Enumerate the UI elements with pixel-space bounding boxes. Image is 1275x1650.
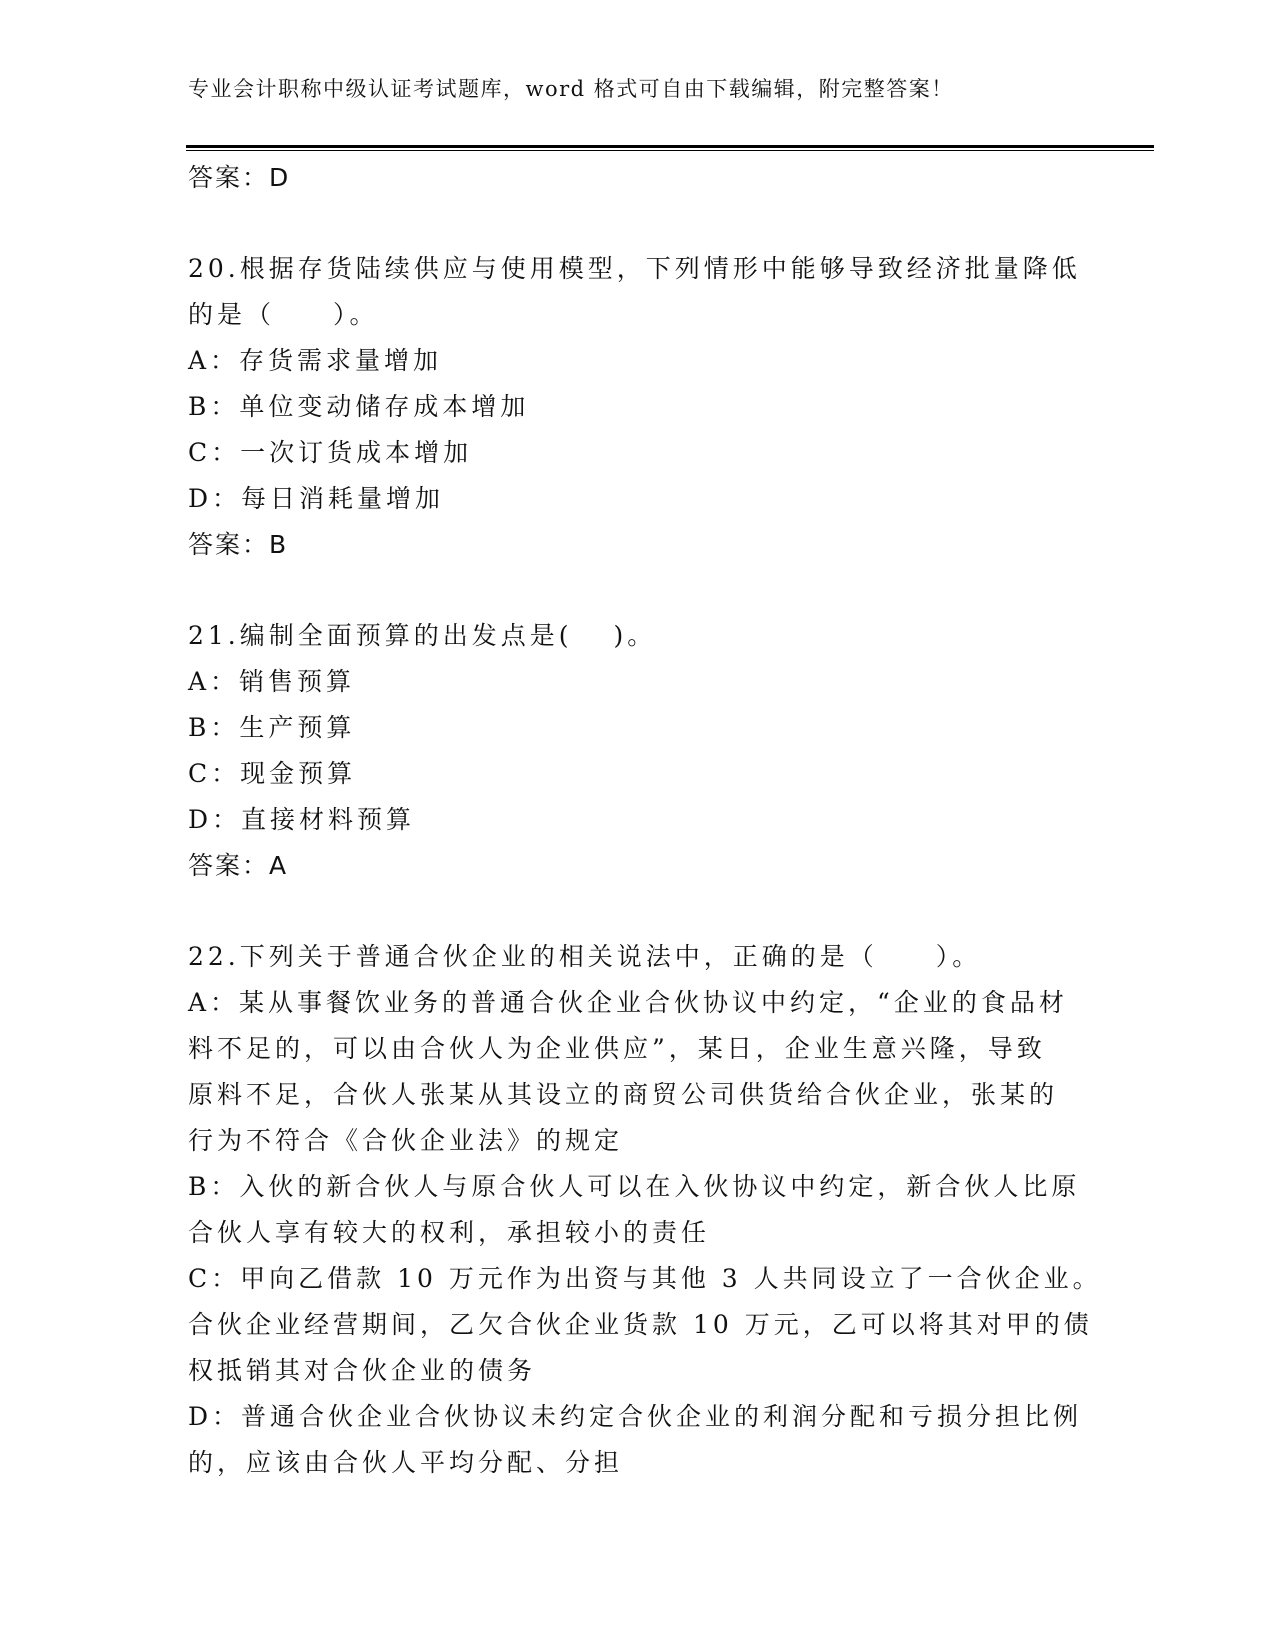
option-line: C：甲向乙借款 10 万元作为出资与其他 3 人共同设立了一合伙企业。 xyxy=(188,1264,1102,1293)
answer-line: 答案：D xyxy=(188,163,291,192)
option-d: D：直接材料预算 xyxy=(188,805,416,834)
page-header: 专业会计职称中级认证考试题库，word 格式可自由下载编辑，附完整答案！ xyxy=(188,77,954,101)
document-body xyxy=(188,155,1102,1486)
option-line: D：普通合伙企业合伙协议未约定合伙企业的利润分配和亏损分担比例 xyxy=(188,1402,1083,1431)
answer-line: 答案：A xyxy=(188,851,289,880)
option-line: A：某从事餐饮业务的普通合伙企业合伙协议中约定，“企业的食品材 xyxy=(188,988,1068,1017)
option-line: 合伙人享有较大的权利，承担较小的责任 xyxy=(188,1218,711,1247)
option-c: C：一次订货成本增加 xyxy=(188,438,473,467)
option-line: 权抵销其对合伙企业的债务 xyxy=(188,1356,537,1385)
option-b: B：生产预算 xyxy=(188,713,356,742)
question-stem-line: 20.根据存货陆续供应与使用模型，下列情形中能够导致经济批量降低 xyxy=(188,254,1081,283)
option-d: D：每日消耗量增加 xyxy=(188,484,445,513)
question-21 xyxy=(188,613,1088,889)
option-line: B：入伙的新合伙人与原合伙人可以在入伙协议中约定，新合伙人比原 xyxy=(188,1172,1081,1201)
option-line: 料不足的，可以由合伙人为企业供应”，某日，企业生意兴隆，导致 xyxy=(188,1034,1046,1063)
option-a: A：存货需求量增加 xyxy=(188,346,443,375)
header-rule-thick xyxy=(186,145,1154,148)
option-line: 行为不符合《合伙企业法》的规定 xyxy=(188,1126,624,1155)
question-stem-line: 的是（ ）。 xyxy=(188,300,379,329)
option-line: 合伙企业经营期间，乙欠合伙企业货款 10 万元，乙可以将其对甲的债 xyxy=(188,1310,1093,1339)
question-stem-line: 21.编制全面预算的出发点是( )。 xyxy=(188,621,657,650)
option-b: B：单位变动储存成本增加 xyxy=(188,392,530,421)
option-c: C：现金预算 xyxy=(188,759,357,788)
option-line: 的，应该由合伙人平均分配、分担 xyxy=(188,1448,624,1477)
option-line: 原料不足，合伙人张某从其设立的商贸公司供货给合伙企业，张某的 xyxy=(188,1080,1059,1109)
answer-line: 答案：B xyxy=(188,530,289,559)
header-rule-thin xyxy=(186,150,1154,151)
question-22 xyxy=(188,934,1102,1486)
question-stem-line: 22.下列关于普通合伙企业的相关说法中，正确的是（ ）。 xyxy=(188,942,982,971)
option-a: A：销售预算 xyxy=(188,667,356,696)
question-20 xyxy=(188,246,1088,568)
